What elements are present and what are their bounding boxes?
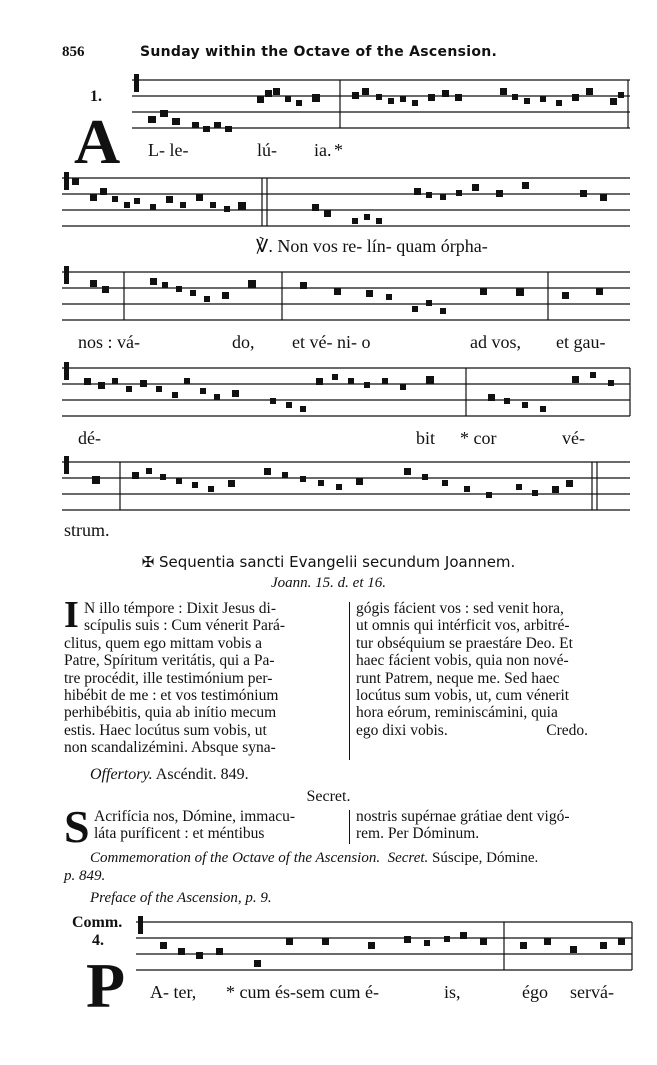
chant-number: 1. [90, 88, 102, 105]
credo-label: Credo. [546, 721, 588, 739]
secret-left-line: Acrifícia nos, Dómine, immacu- [94, 808, 296, 825]
secret-left-column [94, 808, 344, 843]
chant-staff-4 [0, 358, 657, 428]
secret-left-line: láta puríficent : et méntibus [94, 825, 265, 843]
chant-lyric-4b: bit [416, 428, 436, 448]
chant-lyric-4c: * cor [460, 428, 497, 448]
preface-line [90, 890, 272, 907]
gospel-right-line: gógis fácient vos : sed venit hora, [356, 600, 564, 617]
communion-initial: P [86, 950, 126, 1021]
gospel-left-line: Patre, Spíritum veritátis, qui a Pa- [64, 652, 275, 670]
commemoration-text: Súscipe, Dómine. [432, 850, 539, 866]
chant-lyric-3d: ad vos, [470, 332, 521, 352]
gospel-right-line: tur obséquium se praestáre Deo. Et [356, 634, 573, 652]
gospel-right-line: ego dixi vobis. [356, 721, 448, 739]
page-title: Sunday within the Octave of the Ascension. [140, 44, 498, 60]
gospel-left-line: clitus, quem ego mittam vobis a [64, 634, 263, 652]
chant-lyric-1c: ia. [314, 140, 332, 160]
chant-lyric-4d: vé- [562, 428, 585, 448]
page-number: 856 [62, 44, 85, 60]
communion-lyric-b: * cum és-sem cum é- [226, 982, 379, 1002]
gospel-title: ✠ Sequentia sancti Evangelii secundum Joannem. [141, 553, 516, 571]
page-header [62, 44, 622, 61]
gospel-left-line: non scandalizémini. Absque syna- [64, 739, 276, 757]
secret-right-line: rem. Per Dóminum. [356, 825, 480, 843]
communion-lyric-d: égo [522, 982, 548, 1002]
gospel-right-line: locútus sum vobis, ut, cum vénerit [356, 687, 570, 705]
communion-lyric-a: A- ter, [150, 982, 197, 1002]
gospel-left-line: N illo témpore : Dixit Jesus di- [84, 600, 277, 617]
secret-right-column [356, 808, 638, 843]
commemoration-label: Commemoration of the Octave of the Ascension. [90, 850, 381, 866]
chant-lyric-2: ℣. Non vos re- lín- quam órpha- [256, 236, 488, 256]
chant-lyric-3e: et gau- [556, 332, 606, 352]
commemoration-page-ref: p. 849. [64, 868, 106, 884]
gospel-right-line: ut omnis qui intérficit vos, arbitré- [356, 617, 570, 635]
commemoration-secret-label: Secret. [387, 850, 429, 866]
communion-label: Comm. [72, 914, 123, 931]
chant-staff-1 [0, 70, 657, 140]
gospel-left-line: hibébit de me : et vos testimónium [64, 687, 279, 705]
chant-staff-2 [0, 168, 657, 238]
chant-lyric-5: strum. [64, 520, 110, 540]
chant-lyric-3c: et vé- ni- o [292, 332, 371, 352]
gospel-left-line: tre procédit, ille testimónium per- [64, 669, 273, 687]
offertory-text: Ascéndit. 849. [155, 766, 249, 783]
secret-right-line: nostris supérnae grátiae dent vigó- [356, 808, 570, 825]
chant-lyric-1a: L- le- [148, 140, 189, 160]
preface-page-ref: p. 9. [245, 890, 272, 906]
gospel-left-column [64, 600, 344, 757]
gospel-last-line [356, 722, 634, 739]
offertory-line [90, 766, 249, 784]
chant-staff-5 [0, 452, 657, 522]
secret-divider [349, 810, 350, 844]
communion-lyric-e: servá- [570, 982, 614, 1002]
secret-initial: S [64, 801, 90, 852]
gospel-reference: Joann. 15. d. et 16. [271, 575, 386, 591]
chant-staff-3 [0, 262, 657, 332]
column-divider [349, 602, 350, 760]
communion-lyric-c: is, [444, 982, 461, 1002]
chant-lyric-4a: dé- [78, 428, 101, 448]
chant-lyric-3b: do, [232, 332, 255, 352]
gospel-left-line: scípulis suis : Cum vénerit Pará- [84, 617, 286, 635]
preface-label: Preface of the Ascension, [90, 890, 242, 906]
chant-lyric-1b: lú- [257, 140, 277, 160]
gospel-right-line: hora eórum, reminiscámini, quia [356, 704, 558, 722]
chant-lyric-3a: nos : vá- [78, 332, 140, 352]
gospel-initial: I [64, 594, 79, 636]
secret-heading: Secret. [306, 788, 351, 805]
chant-initial: A [74, 106, 121, 177]
commemoration-line [90, 850, 640, 867]
communion-number: 4. [92, 932, 104, 949]
chant-lyric-1d: * [334, 140, 343, 160]
gospel-right-line: haec fácient vobis, quia non nové- [356, 652, 569, 670]
gospel-left-line: perhibébitis, quia ab inítio mecum [64, 704, 277, 722]
communion-staff [0, 912, 657, 982]
gospel-right-column [356, 600, 634, 739]
gospel-right-line: runt Patrem, neque me. Sed haec [356, 669, 560, 687]
gospel-left-line: estis. Haec locútus sum vobis, ut [64, 721, 267, 739]
offertory-label: Offertory. [90, 766, 153, 783]
